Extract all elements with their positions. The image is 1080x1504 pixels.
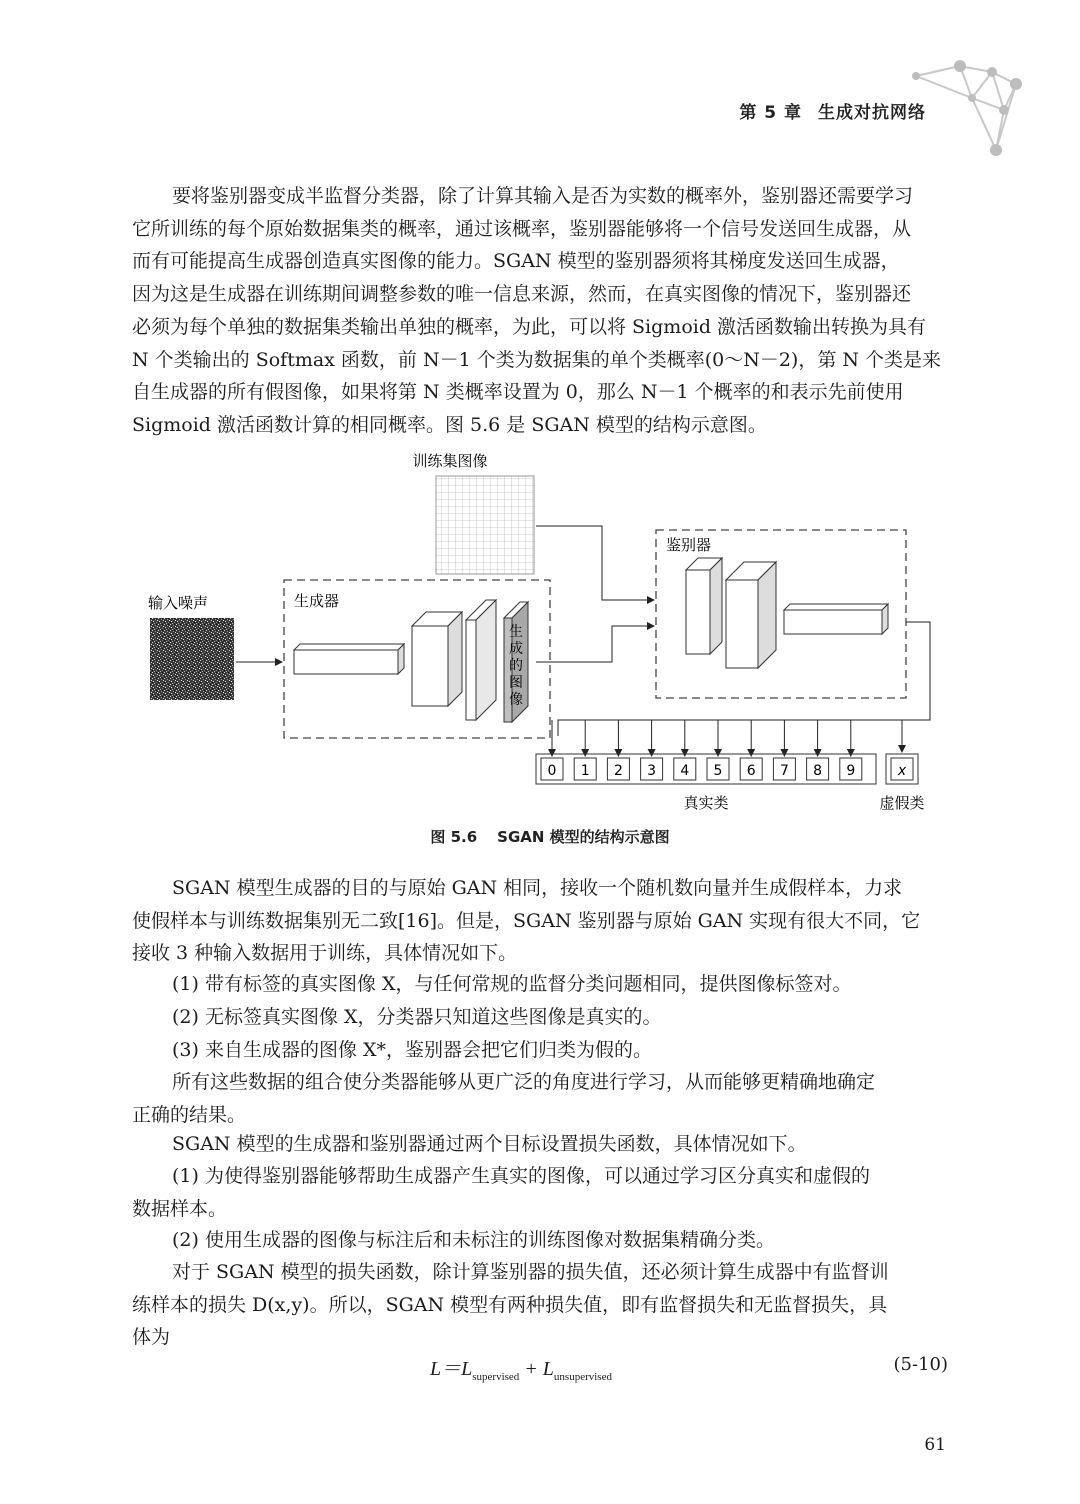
- page-number: 61: [924, 1435, 946, 1455]
- sgan-architecture-figure: [140, 450, 940, 822]
- class-label-2: 2: [613, 763, 623, 779]
- text-line: 它所训练的每个原始数据集类的概率，通过该概率，鉴别器能够将一个信号发送回生成器，从: [132, 217, 912, 240]
- paragraph-5: [132, 1256, 948, 1354]
- text-line: 因为这是生成器在训练期间调整参数的唯一信息来源，然而，在真实图像的情况下，鉴别器还: [132, 283, 912, 306]
- list-item: (2) 无标签真实图像 X，分类器只知道这些图像是真实的。: [172, 1006, 662, 1028]
- chapter-title: 生成对抗网络: [818, 103, 926, 123]
- text-line: 接收 3 种输入数据用于训练，具体情况如下。: [132, 942, 518, 965]
- generated-image-char: 生: [509, 624, 523, 640]
- list2-item-2: (2) 使用生成器的图像与标注后和未标注的训练图像对数据集精确分类。: [172, 1229, 775, 1251]
- class-label-5: 5: [713, 763, 723, 779]
- training-image-grid: [436, 476, 534, 574]
- fake-class-x: x: [897, 763, 907, 779]
- text-line: N 个类输出的 Softmax 函数，前 N－1 个类为数据集的单个类概率(0～N－2)，第 N 个类是来: [132, 348, 942, 371]
- class-label-3: 3: [647, 763, 657, 779]
- class-label-8: 8: [813, 763, 823, 779]
- text-line: Sigmoid 激活函数计算的相同概率。图 5.6 是 SGAN 模型的结构示意图。: [132, 413, 767, 436]
- text-line: 对于 SGAN 模型的损失函数，除计算鉴别器的损失值，还必须计算生成器中有监督训: [172, 1261, 889, 1283]
- equation-number: (5-10): [893, 1354, 948, 1375]
- text-line: 而有可能提高生成器创造真实图像的能力。SGAN 模型的鉴别器须将其梯度发送回生成器，: [132, 250, 900, 273]
- running-head: [723, 98, 926, 123]
- fake-class-label: 虚假类: [879, 794, 925, 812]
- text-line: 自生成器的所有假图像，如果将第 N 类概率设置为 0，那么 N－1 个概率的和表示先前使用: [132, 381, 904, 404]
- text-line: SGAN 模型生成器的目的与原始 GAN 相同，接收一个随机数向量并生成假样本，力求: [172, 877, 903, 899]
- text-line: 体为: [132, 1326, 171, 1349]
- equation-5-10: [430, 1352, 612, 1383]
- list2-item-1: [132, 1160, 948, 1225]
- generated-image-char: 像: [509, 692, 523, 708]
- real-class-boxes: [541, 758, 862, 780]
- class-label-0: 0: [547, 763, 557, 779]
- text-line: 必须为每个单独的数据集类输出单独的概率，为此，可以将 Sigmoid 激活函数输出转换为具有: [132, 315, 927, 338]
- class-arrows: [552, 720, 851, 756]
- eq-sub-unsupervised: unsupervised: [553, 1371, 612, 1383]
- paragraph-4: SGAN 模型的生成器和鉴别器通过两个目标设置损失函数，具体情况如下。: [172, 1133, 807, 1155]
- list-item: (3) 来自生成器的图像 X*，鉴别器会把它们归类为假的。: [172, 1039, 653, 1061]
- chapter-number: 第 5 章: [739, 103, 802, 123]
- network-graph-decoration: [912, 52, 1032, 164]
- generated-image-char: 成: [509, 641, 523, 657]
- eq-sub-supervised: supervised: [472, 1371, 520, 1383]
- paragraph-2: [132, 872, 948, 970]
- class-label-6: 6: [746, 763, 756, 779]
- text-line: 使假样本与训练数据集别无二致[16]。但是，SGAN 鉴别器与原始 GAN 实现有很大不同，它: [132, 909, 921, 932]
- paragraph-1: [132, 180, 948, 442]
- text-line: 正确的结果。: [132, 1103, 247, 1126]
- generator-layers: [294, 600, 528, 722]
- discriminator-label: 鉴别器: [666, 536, 712, 554]
- class-label-1: 1: [580, 763, 590, 779]
- caption-text: SGAN 模型的结构示意图: [497, 828, 670, 846]
- text-line: 数据样本。: [132, 1197, 228, 1220]
- discriminator-layers: [686, 558, 888, 668]
- text-line: 要将鉴别器变成半监督分类器，除了计算其输入是否为实数的概率外，鉴别器还需要学习: [172, 185, 914, 207]
- generated-image-char: 的: [509, 658, 523, 674]
- generator-label: 生成器: [294, 592, 340, 610]
- noise-image: [150, 618, 234, 700]
- list-item: (1) 带有标签的真实图像 X，与任何常规的监督分类问题相同，提供图像标签对。: [172, 973, 852, 995]
- generated-to-discriminator-arrow: [536, 626, 654, 662]
- training-to-discriminator-arrow: [536, 526, 654, 600]
- input-noise-label: 输入噪声: [148, 594, 209, 612]
- generated-image-char: 图: [509, 675, 523, 691]
- real-classes-label: 真实类: [683, 794, 729, 812]
- text-line: (1) 为使得鉴别器能够帮助生成器产生真实的图像，可以通过学习区分真实和虚假的: [172, 1165, 870, 1187]
- text-line: 所有这些数据的组合使分类器能够从更广泛的角度进行学习，从而能够更精确地确定: [172, 1071, 876, 1093]
- eq-lhs: L＝L: [430, 1358, 473, 1380]
- text-line: 练样本的损失 D(x,y)。所以，SGAN 模型有两种损失值，即有监督损失和无监督损失，具: [132, 1293, 888, 1316]
- class-label-4: 4: [680, 763, 690, 779]
- class-label-9: 9: [846, 763, 856, 779]
- caption-number: 图 5.6: [430, 828, 478, 846]
- paragraph-3: [132, 1066, 948, 1131]
- training-images-label: 训练集图像: [412, 452, 488, 470]
- class-label-7: 7: [779, 763, 789, 779]
- eq-plus: + L: [519, 1358, 554, 1380]
- figure-caption: [0, 826, 1080, 847]
